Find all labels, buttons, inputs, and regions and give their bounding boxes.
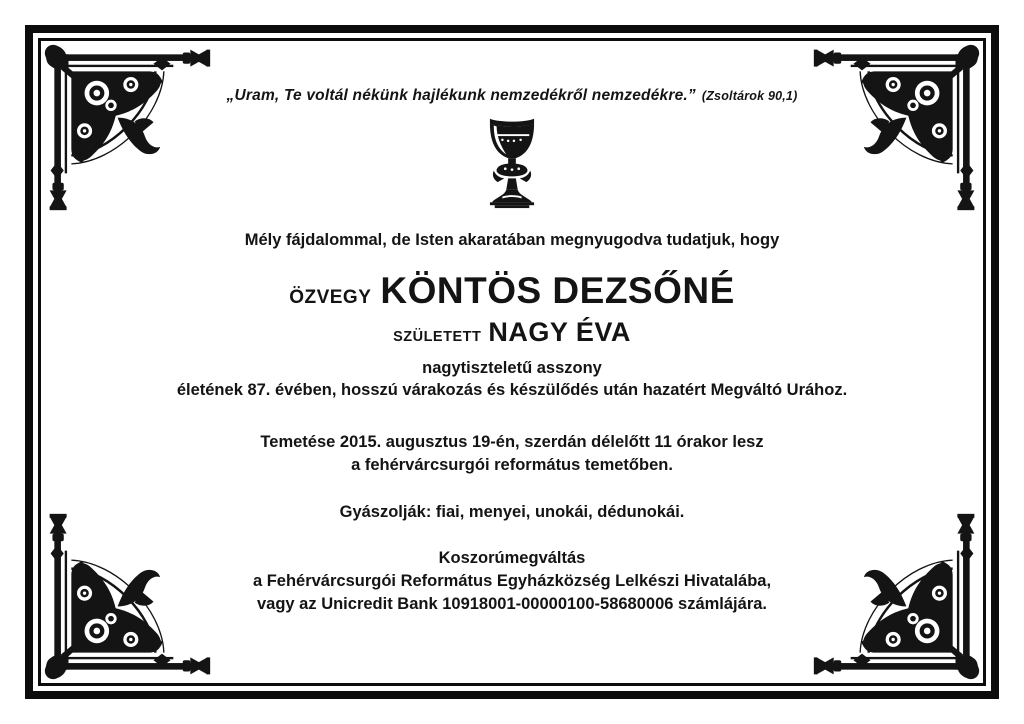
deceased-name-row [289,272,735,311]
deceased-name: KÖNTÖS DEZSŐNÉ [380,270,735,311]
announcement-intro: Mély fájdalommal, de Isten akaratában megnyugodva tudatjuk, hogy [244,231,780,249]
wreath-office-line: a Fehérvárcsurgói Református Egyházközség Lelkészi Hivatalába, [252,572,772,590]
mourners-line: Gyászolják: fiai, menyei, unokái, dédunokái. [339,502,685,521]
wreath-redemption-title: Koszorúmegváltás [438,548,586,567]
born-prefix: SZÜLETETT [393,328,482,345]
scripture-quote: „Uram, Te voltál nékünk hajlékunk nemzedékről nemzedékre.” [226,87,696,104]
birth-name-row [393,318,631,346]
wreath-bank-line: vagy az Unicredit Bank 10918001-00000100-58680006 számlájára. [256,595,768,614]
birth-name: NAGY ÉVA [488,316,631,347]
life-summary-line: életének 87. évében, hosszú várakozás és készülődés után hazatért Megváltó Urához. [176,381,848,400]
chalice-illustration [481,114,543,210]
funeral-notice [41,41,983,683]
scripture-reference: (Zsoltárok 90,1) [701,89,798,103]
funeral-place-line: a fehérvárcsurgói református temetőben. [351,455,673,474]
chalice-icon [481,114,543,210]
funeral-date-line: Temetése 2015. augusztus 19-én, szerdán délelőtt 11 órakor lesz [260,432,764,451]
scripture-quote-line [227,87,798,105]
widow-prefix: ÖZVEGY [289,287,372,308]
honorific-line: nagytiszteletű asszony [422,359,602,378]
